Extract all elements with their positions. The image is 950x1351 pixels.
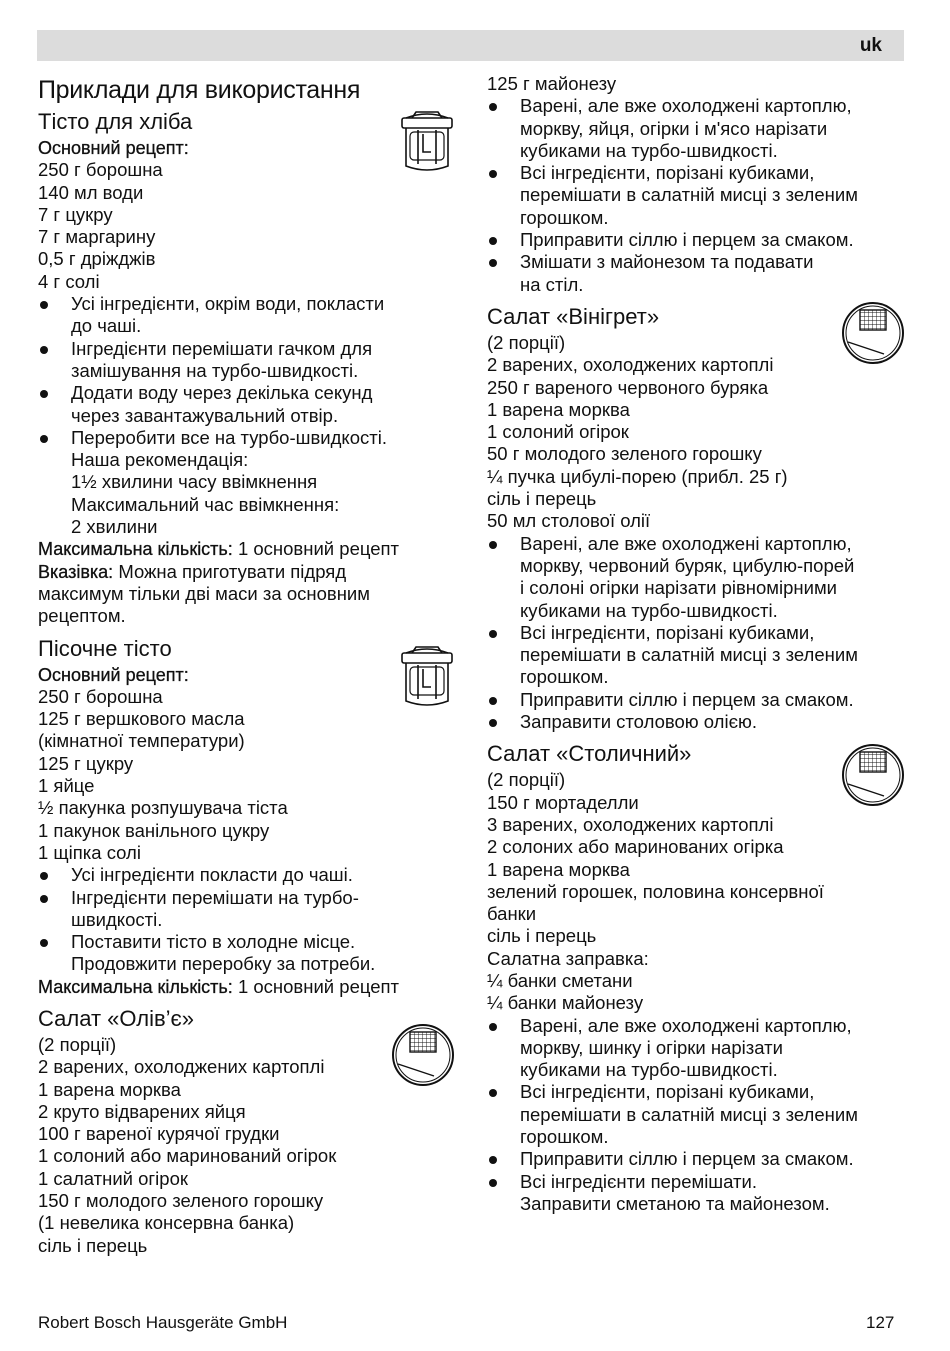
ingredient-line: (1 невелика консервна банка): [38, 1212, 295, 1234]
ingredient-line: 1 солоний огірок: [487, 421, 629, 443]
note-line: рецептом.: [38, 605, 126, 627]
ingredient-line: 1 солоний або маринований огірок: [38, 1145, 337, 1167]
step-line: через завантажувальний отвір.: [71, 404, 339, 426]
ingredient-line: (кімнатної температури): [38, 730, 245, 752]
step-line: на стіл.: [520, 273, 584, 295]
step-item: [487, 711, 907, 733]
ingredient-line: 1 салатний огірок: [38, 1167, 188, 1189]
step-line: замішування на турбо-швидкості.: [71, 359, 359, 381]
ingredient-line: 140 мл води: [38, 181, 144, 203]
ingredient-line: (2 порції): [487, 331, 566, 353]
step-list: [487, 533, 907, 734]
ingredient-line: сіль і перець: [487, 925, 597, 947]
step-line: перемішати в салатній мисці з зеленим: [520, 184, 858, 206]
step-item: [487, 162, 907, 229]
step-item: [38, 338, 458, 383]
step-line: Приправити сіллю і перцем за смаком.: [520, 229, 854, 251]
step-item: [487, 622, 907, 689]
ingredient-list: [38, 686, 458, 864]
language-code: uk: [859, 35, 882, 56]
ingredient-line: зелений горошек, половина консервної: [487, 880, 824, 902]
step-item: [38, 293, 458, 338]
footer-company: Robert Bosch Hausgeräte GmbH: [38, 1313, 288, 1332]
step-line: Всі інгредієнти, порізані кубиками,: [520, 621, 815, 643]
right-column: [487, 73, 907, 1215]
max-quantity: Максимальна кількість: 1 основний рецепт: [38, 538, 400, 560]
step-list: [38, 293, 458, 538]
ingredient-line: сіль і перець: [487, 488, 597, 510]
ingredient-line: 250 г борошна: [38, 159, 163, 181]
step-item: [38, 427, 458, 538]
ingredient-line: 1 щіпка солі: [38, 841, 141, 863]
ingredient-line: 0,5 г дріжджів: [38, 248, 156, 270]
ingredient-line: 1 яйце: [38, 775, 95, 797]
step-line: Приправити сіллю і перцем за смаком.: [520, 1148, 854, 1170]
ingredient-line: 150 г мортаделли: [487, 791, 639, 813]
step-line: кубиками на турбо-швидкості.: [520, 599, 778, 621]
step-line: Усі інгредієнти, окрім води, покласти: [71, 293, 385, 315]
ingredient-line: 125 г майонезу: [487, 73, 617, 94]
ingredient-list: [487, 73, 907, 95]
step-line: Продовжити переробку за потреби.: [71, 953, 376, 975]
step-item: [38, 382, 458, 427]
step-line: перемішати в салатній мисці з зеленим: [520, 1103, 858, 1125]
step-line: Заправити сметаною та майонезом.: [520, 1192, 830, 1214]
ingredient-line: 7 г маргарину: [38, 226, 156, 248]
step-line: Усі інгредієнти покласти до чаші.: [71, 864, 353, 886]
dough-bowl-icon: [398, 643, 456, 709]
step-list: [487, 95, 907, 296]
recipe-heading-vinaigrette: Салат «Вінігрет»: [487, 303, 660, 329]
step-line: горошком.: [520, 206, 609, 228]
ingredient-line: 7 г цукру: [38, 203, 113, 225]
step-line: Варені, але вже охолоджені картоплю,: [520, 532, 852, 554]
page-title: Приклади для використання: [38, 76, 361, 104]
ingredient-line: 1 варена морква: [38, 1078, 181, 1100]
step-line: перемішати в салатній мисці з зеленим: [520, 644, 858, 666]
step-item: [487, 251, 907, 296]
step-item: [487, 1081, 907, 1148]
step-item: [38, 931, 458, 976]
ingredient-line: ¼ банки сметани: [487, 969, 633, 991]
step-list: [38, 864, 458, 975]
step-line: кубиками на турбо-швидкості.: [520, 1059, 778, 1081]
step-line: Всі інгредієнти, порізані кубиками,: [520, 1081, 815, 1103]
ingredient-line: (2 порції): [487, 769, 566, 791]
recipe-subheading: Основний рецепт:: [38, 664, 189, 685]
ingredient-line: 1 пакунок ванільного цукру: [38, 819, 270, 841]
step-line: Варені, але вже охолоджені картоплю,: [520, 95, 852, 117]
step-line: Інгредієнти перемішати на турбо-: [71, 886, 359, 908]
recipe-heading-capital: Салат «Столичний»: [487, 741, 692, 767]
ingredient-line: 2 солоних або маринованих огірка: [487, 836, 784, 858]
step-line: моркву, шинку і огірки нарізати: [520, 1036, 783, 1058]
note-line: максимум тільки дві маси за основним: [38, 582, 370, 604]
step-item: [487, 1148, 907, 1170]
step-line: Заправити столовою олією.: [520, 711, 758, 733]
step-line: до чаші.: [71, 315, 142, 337]
step-line: Варені, але вже охолоджені картоплю,: [520, 1014, 852, 1036]
ingredient-line: 100 г вареної курячої грудки: [38, 1123, 280, 1145]
step-item: [487, 533, 907, 622]
ingredient-line: 2 варених, охолоджених картоплі: [38, 1056, 325, 1078]
ingredient-line: 1 варена морква: [487, 398, 630, 420]
step-line: Переробити все на турбо-швидкості.: [71, 426, 387, 448]
dicing-disc-icon: [840, 742, 906, 808]
ingredient-line: (2 порції): [38, 1033, 117, 1055]
step-line: горошком.: [520, 666, 609, 688]
step-item: [38, 864, 458, 886]
ingredient-line: 250 г борошна: [38, 685, 163, 707]
ingredient-line: ¼ банки майонезу: [487, 992, 644, 1014]
ingredient-line: 4 г солі: [38, 270, 100, 292]
ingredient-line: 50 г молодого зеленого горошку: [487, 443, 762, 465]
step-line: горошком.: [520, 1126, 609, 1148]
ingredient-list: [38, 159, 458, 293]
ingredient-line: банки: [487, 903, 537, 925]
dough-bowl-icon: [398, 108, 456, 174]
ingredient-line: 2 круто відварених яйця: [38, 1100, 246, 1122]
ingredient-line: 2 варених, охолоджених картоплі: [487, 354, 774, 376]
step-line: кубиками на турбо-швидкості.: [520, 139, 778, 161]
step-item: [487, 95, 907, 162]
ingredient-line: 125 г цукру: [38, 752, 134, 774]
ingredient-line: ¼ пучка цибулі-порею (прибл. 25 г): [487, 465, 788, 487]
recipe-heading-shortcrust: Пісочне тісто: [38, 635, 172, 661]
step-item: [487, 1171, 907, 1216]
step-line: Приправити сіллю і перцем за смаком.: [520, 688, 854, 710]
recipe-subheading: Основний рецепт:: [38, 138, 189, 158]
step-item: [487, 1015, 907, 1082]
ingredient-line: 1 варена морква: [487, 858, 630, 880]
ingredient-line: 150 г молодого зеленого горошку: [38, 1190, 324, 1212]
step-line: моркву, яйця, огірки і м'ясо нарізати: [520, 117, 828, 139]
step-item: [487, 689, 907, 711]
step-line: і солоні огірки нарізати рівномірними: [520, 577, 838, 599]
step-line: Інгредієнти перемішати гачком для: [71, 337, 373, 359]
step-line: швидкості.: [71, 908, 163, 930]
ingredient-line: сіль і перець: [38, 1234, 148, 1256]
step-line: Всі інгредієнти перемішати.: [520, 1170, 757, 1192]
ingredient-line: Салатна заправка:: [487, 947, 649, 969]
recipe-heading-bread: Тісто для хліба: [38, 109, 193, 134]
step-line: Всі інгредієнти, порізані кубиками,: [520, 162, 815, 184]
step-line: Додати воду через декілька секунд: [71, 382, 373, 404]
step-line: 2 хвилини: [71, 516, 158, 538]
dicing-disc-icon: [840, 300, 906, 366]
ingredient-line: 250 г вареного червоного буряка: [487, 376, 769, 398]
step-line: Поставити тісто в холодне місце.: [71, 931, 356, 953]
step-line: 1½ хвилини часу ввімкнення: [71, 471, 318, 493]
page-number: 127: [866, 1313, 895, 1332]
step-item: [487, 229, 907, 251]
step-line: моркву, червоний буряк, цибулю-порей: [520, 554, 855, 576]
ingredient-line: 50 мл столової олії: [487, 510, 651, 532]
step-line: Змішати з майонезом та подавати: [520, 251, 814, 273]
max-quantity: Максимальна кількість: 1 основний рецепт: [38, 975, 400, 997]
step-list: [487, 1015, 907, 1216]
step-line: Максимальний час ввімкнення:: [71, 493, 340, 515]
recipe-heading-olivier: Салат «Олів’є»: [38, 1005, 195, 1031]
dicing-disc-icon: [390, 1022, 456, 1088]
step-item: [38, 887, 458, 932]
step-line: Наша рекомендація:: [71, 449, 249, 471]
language-bar: [37, 30, 904, 61]
ingredient-line: ½ пакунка розпушувача тіста: [38, 797, 288, 819]
ingredient-line: 125 г вершкового масла: [38, 708, 245, 730]
ingredient-line: 3 варених, охолоджених картоплі: [487, 813, 774, 835]
note: Вказівка: Можна приготувати підряд: [38, 560, 347, 582]
